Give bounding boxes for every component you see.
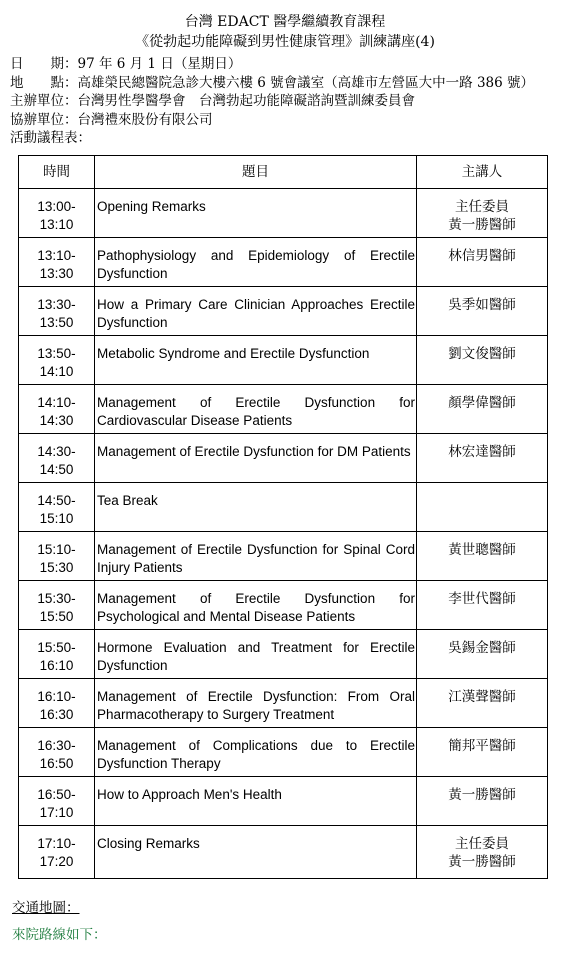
header-speaker: 主講人 xyxy=(417,156,548,189)
session-speaker: 林宏達醫師 xyxy=(417,434,548,483)
session-topic: Hormone Evaluation and Treatment for Erectile Dysfunction xyxy=(95,630,417,679)
coorganizer-value: 台灣禮來股份有限公司 xyxy=(77,111,213,128)
session-speaker: 顏學偉醫師 xyxy=(417,385,548,434)
table-header-row xyxy=(19,156,548,189)
session-speaker: 黃一勝醫師 xyxy=(417,777,548,826)
coorganizer-row xyxy=(10,111,570,130)
table-row xyxy=(19,287,548,336)
session-speaker: 林信男醫師 xyxy=(417,238,548,287)
session-time: 14:30- 14:50 xyxy=(19,434,95,483)
session-topic: How a Primary Care Clinician Approaches Erectile Dysfunction xyxy=(95,287,417,336)
agenda-label: 活動議程表： xyxy=(10,130,91,146)
document-header xyxy=(0,12,570,52)
session-speaker: 吳錫金醫師 xyxy=(417,630,548,679)
table-row xyxy=(19,630,548,679)
agenda-table xyxy=(18,155,548,879)
route-label: 來院路線如下： xyxy=(12,927,107,943)
session-time: 17:10- 17:20 xyxy=(19,826,95,879)
session-topic: Opening Remarks xyxy=(95,189,417,238)
place-value: 高雄榮民總醫院急診大樓六樓 6 號會議室（高雄市左營區大中一路 386 號） xyxy=(77,74,535,91)
session-time: 13:10- 13:30 xyxy=(19,238,95,287)
session-topic: Management of Erectile Dysfunction for Spinal Cord Injury Patients xyxy=(95,532,417,581)
session-time: 13:50- 14:10 xyxy=(19,336,95,385)
session-speaker xyxy=(417,483,548,532)
date-value: 97 年 6 月 1 日（星期日） xyxy=(77,56,242,72)
session-speaker: 李世代醫師 xyxy=(417,581,548,630)
coorganizer-label: 協辦單位： xyxy=(10,111,78,128)
place-row xyxy=(10,74,570,93)
table-row xyxy=(19,728,548,777)
organizer-label: 主辦單位： xyxy=(10,93,78,109)
table-row xyxy=(19,581,548,630)
session-topic: Management of Erectile Dysfunction: From Oral Pharmacotherapy to Surgery Treatment xyxy=(95,679,417,728)
session-speaker: 主任委員 黃一勝醫師 xyxy=(417,189,548,238)
session-time: 15:50- 16:10 xyxy=(19,630,95,679)
session-topic: How to Approach Men's Health xyxy=(95,777,417,826)
session-topic: Metabolic Syndrome and Erectile Dysfunction xyxy=(95,336,417,385)
table-row xyxy=(19,483,548,532)
date-label: 日 期： xyxy=(10,56,78,72)
table-row xyxy=(19,336,548,385)
session-time: 14:50- 15:10 xyxy=(19,483,95,532)
table-row xyxy=(19,826,548,879)
session-topic: Management of Erectile Dysfunction for Cardiovascular Disease Patients xyxy=(95,385,417,434)
organizer-value: 台灣男性學醫學會 台灣勃起功能障礙諮詢暨訓練委員會 xyxy=(77,93,415,109)
session-time: 15:10- 15:30 xyxy=(19,532,95,581)
session-time: 16:30- 16:50 xyxy=(19,728,95,777)
table-row xyxy=(19,189,548,238)
table-row xyxy=(19,385,548,434)
session-topic: Management of Erectile Dysfunction for Psychological and Mental Disease Patients xyxy=(95,581,417,630)
event-info xyxy=(10,55,570,148)
course-title: 台灣 EDACT 醫學繼續教育課程 xyxy=(184,14,386,30)
session-time: 16:50- 17:10 xyxy=(19,777,95,826)
session-time: 15:30- 15:50 xyxy=(19,581,95,630)
session-time: 14:10- 14:30 xyxy=(19,385,95,434)
table-row xyxy=(19,679,548,728)
agenda-body xyxy=(19,189,548,879)
session-topic: Management of Erectile Dysfunction for DM Patients xyxy=(95,434,417,483)
header-time: 時間 xyxy=(19,156,95,189)
session-time: 13:00- 13:10 xyxy=(19,189,95,238)
session-topic: Management of Complications due to Erectile Dysfunction Therapy xyxy=(95,728,417,777)
date-row xyxy=(10,55,570,74)
map-label: 交通地圖： xyxy=(12,900,80,916)
table-row xyxy=(19,238,548,287)
organizer-row xyxy=(10,92,570,111)
session-speaker: 簡邦平醫師 xyxy=(417,728,548,777)
header-topic: 題目 xyxy=(95,156,417,189)
session-speaker: 江漢聲醫師 xyxy=(417,679,548,728)
session-speaker: 吳季如醫師 xyxy=(417,287,548,336)
session-speaker: 黃世聰醫師 xyxy=(417,532,548,581)
session-time: 16:10- 16:30 xyxy=(19,679,95,728)
table-row xyxy=(19,434,548,483)
session-topic: Tea Break xyxy=(95,483,417,532)
course-subtitle: 《從勃起功能障礙到男性健康管理》訓練講座(4) xyxy=(135,34,435,50)
session-speaker: 主任委員 黃一勝醫師 xyxy=(417,826,548,879)
session-topic: Pathophysiology and Epidemiology of Erectile Dysfunction xyxy=(95,238,417,287)
table-row xyxy=(19,532,548,581)
session-time: 13:30- 13:50 xyxy=(19,287,95,336)
table-row xyxy=(19,777,548,826)
session-topic: Closing Remarks xyxy=(95,826,417,879)
place-label: 地 點： xyxy=(10,74,78,91)
session-speaker: 劉文俊醫師 xyxy=(417,336,548,385)
